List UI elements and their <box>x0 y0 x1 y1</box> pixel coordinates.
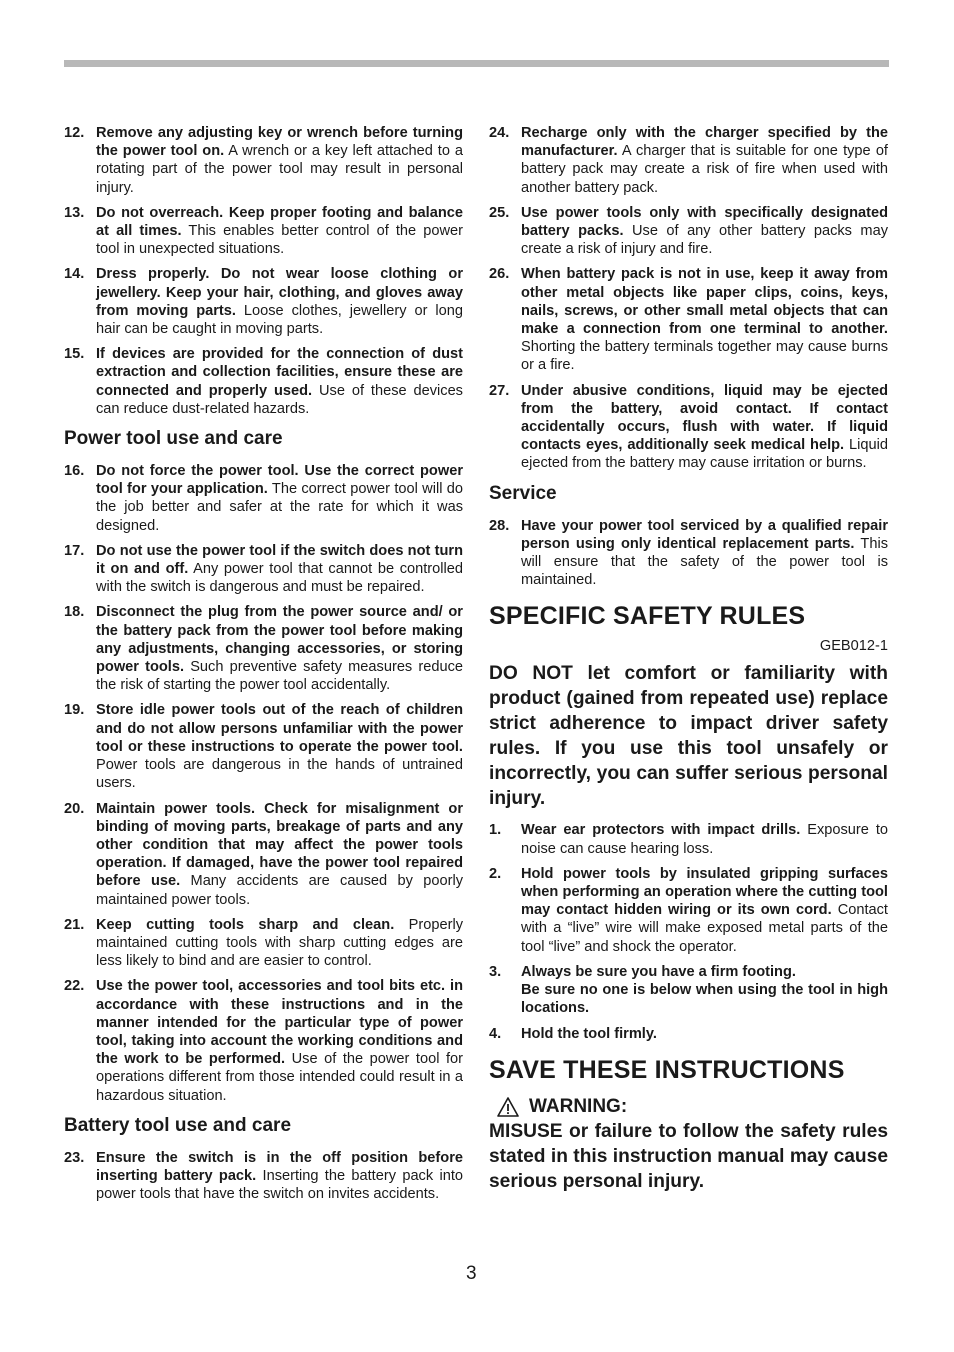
list-item <box>64 977 463 1104</box>
item-bold-text: Store idle power tools out of the reach of children and do not allow persons unfamiliar with the power tool or these instructions to operate the power tool. <box>96 702 463 755</box>
item-number: 21. <box>64 916 85 933</box>
item-number: 13. <box>64 204 85 221</box>
right-column <box>489 124 888 1204</box>
item-bold-text: Dress properly. Do not wear loose clothing or jewellery. Keep your hair, clothing, and gloves away from moving parts. <box>96 266 463 319</box>
item-bold-text: Do not force the power tool. Use the correct power tool for your application. <box>96 463 463 498</box>
list-item <box>64 462 463 535</box>
item-bold-text: Under abusive conditions, liquid may be ejected from the battery, avoid contact. If contact accidentally occurs, flush with water. If liquid contacts eyes, additionally seek medical help. <box>521 382 888 454</box>
item-text <box>521 1025 888 1043</box>
list-item <box>489 382 888 473</box>
list-item <box>489 517 888 590</box>
warning-label: WARNING: <box>529 1095 628 1117</box>
item-number: 1. <box>489 822 502 839</box>
item-bold-text: If devices are provided for the connection of dust extraction and collection facilities, ensure these are connected and properly used. <box>96 346 463 399</box>
item-bold-text: Ensure the switch is in the off position before inserting battery pack. <box>96 1149 463 1184</box>
warning-header <box>489 1095 888 1119</box>
list-item <box>489 963 888 1018</box>
list-item <box>64 701 463 792</box>
item-body-text: Inserting the battery pack into power tools that have the switch on invites accidents. <box>96 1167 463 1203</box>
item-body-text: Shorting the battery terminals together may cause burns or a fire. <box>521 339 888 374</box>
warning-triangle-icon <box>497 1097 519 1117</box>
item-body-text: Any power tool that cannot be controlled with the switch is dangerous and must be repaired. <box>96 561 463 596</box>
warning-text: MISUSE or failure to follow the safety rules stated in this instruction manual may cause serious personal injury. <box>489 1120 888 1192</box>
section-heading-service: Service <box>489 482 557 504</box>
work-area-safety-list <box>64 124 463 418</box>
item-bold-text: When battery pack is not in use, keep it away from other metal objects like paper clips, coins, keys, nails, screws, or other small metal objects that can make a connection from one terminal to another. <box>521 266 888 338</box>
left-column <box>64 124 463 1210</box>
item-body-text: Exposure to noise can cause hearing loss. <box>521 822 888 857</box>
item-bold-text: Remove any adjusting key or wrench before turning the power tool on. <box>96 125 463 160</box>
item-body-text: This enables better control of the power tool in unexpected situations. <box>96 223 463 258</box>
item-number: 3. <box>489 963 502 980</box>
list-item <box>64 1149 463 1204</box>
item-body-text: Many accidents are caused by poorly maintained power tools. <box>96 873 463 908</box>
specific-safety-intro: DO NOT let comfort or familiarity with product (gained from repeated use) replace strict adherence to impact driver safety rules. If you use this tool unsafely or incorrectly, you can suffer serious personal injury. <box>489 663 888 810</box>
item-number: 20. <box>64 800 85 817</box>
item-body-text: Such preventive safety measures reduce the risk of starting the power tool accidentally. <box>96 659 463 694</box>
item-text <box>521 382 888 473</box>
item-body-text: The correct power tool will do the job better and safer at the rate for which it was designed. <box>96 481 463 534</box>
item-bold-text: Maintain power tools. Check for misalignment or binding of moving parts, breakage of parts and any other condition that may affect the power tools operation. If damaged, have the power tool repaired before use. <box>96 800 463 890</box>
item-text <box>96 124 463 197</box>
item-number: 14. <box>64 266 85 283</box>
battery-care-list-continued <box>489 124 888 473</box>
item-bold-text: Be sure no one is below when using the tool in high locations. <box>521 982 888 1017</box>
list-item <box>64 345 463 418</box>
item-text <box>521 821 888 857</box>
item-number: 16. <box>64 463 85 480</box>
item-text <box>96 800 463 909</box>
list-item <box>64 800 463 909</box>
item-bold-text: Recharge only with the charger specified by the manufacturer. <box>521 125 888 160</box>
header-rule <box>64 60 889 67</box>
power-tool-care-list <box>64 462 463 1105</box>
section-heading-save-instructions: SAVE THESE INSTRUCTIONS <box>489 1055 845 1084</box>
list-item <box>489 821 888 857</box>
item-text <box>96 603 463 694</box>
item-bold-text: Hold power tools by insulated gripping surfaces when performing an operation where the cutting tool may contact hidden wiring or its own cord. <box>521 865 888 919</box>
item-number: 28. <box>489 517 510 534</box>
item-text <box>96 701 463 792</box>
item-text <box>521 265 888 374</box>
section-heading-battery: Battery tool use and care <box>64 1114 292 1136</box>
section-heading-specific-safety: SPECIFIC SAFETY RULES <box>489 602 806 631</box>
item-bold-text: Do not overreach. Keep proper footing and balance at all times. <box>96 204 463 240</box>
item-bold-text: Use the power tool, accessories and tool bits etc. in accordance with these instructions and in the manner intended for the particular type of power tool, taking into account the working conditions and the work to be performed. <box>96 978 463 1068</box>
item-body-text: Liquid ejected from the battery may cause irritation or burns. <box>521 437 888 472</box>
document-code: GEB012-1 <box>819 638 888 655</box>
item-number: 25. <box>489 204 510 221</box>
item-number: 15. <box>64 346 85 363</box>
item-bold-text: Always be sure you have a firm footing. <box>521 963 796 980</box>
item-text <box>521 204 888 259</box>
item-number: 19. <box>64 702 85 719</box>
item-bold-text: Keep cutting tools sharp and clean. <box>96 916 395 933</box>
item-number: 17. <box>64 542 85 559</box>
item-bold-text: Use power tools only with specifically designated battery packs. <box>521 204 888 240</box>
item-number: 12. <box>64 125 85 141</box>
section-heading-power-tool: Power tool use and care <box>64 428 283 450</box>
item-text <box>521 963 888 1018</box>
item-bold-text: Disconnect the plug from the power source and/ or the battery pack from the power tool before making any adjustments, changing accessories, or storing power tools. <box>96 604 463 676</box>
item-text <box>96 1149 463 1204</box>
list-item <box>489 1025 888 1043</box>
page-number: 3 <box>466 1263 477 1284</box>
specific-safety-list <box>489 821 888 1042</box>
item-body-text: This will ensure that the safety of the power tool is maintained. <box>521 535 888 589</box>
item-text <box>521 865 888 956</box>
item-body-text: A wrench or a key left attached to a rotating part of the power tool may result in personal injury. <box>96 143 463 196</box>
item-text <box>521 124 888 197</box>
item-body-text: Use of these devices can reduce dust-related hazards. <box>96 382 463 417</box>
service-list <box>489 517 888 590</box>
item-number: 27. <box>489 382 510 399</box>
item-body-text: Contact with a “live” wire will make exposed metal parts of the tool “live” and shock the operator. <box>521 902 888 955</box>
item-body-text: Properly maintained cutting tools with sharp cutting edges are less likely to bind and are easier to control. <box>96 916 463 970</box>
item-number: 22. <box>64 978 85 995</box>
item-bold-text: Do not use the power tool if the switch does not turn it on and off. <box>96 542 463 578</box>
list-item <box>64 124 463 197</box>
item-number: 26. <box>489 266 510 283</box>
item-bold-text: Have your power tool serviced by a qualified repair person using only identical replacement parts. <box>521 517 888 552</box>
item-body-text: Use of the power tool for operations different from those intended could result in a hazardous situation. <box>96 1051 464 1104</box>
item-number: 4. <box>489 1025 502 1042</box>
item-bold-text: Wear ear protectors with impact drills. <box>521 822 801 839</box>
list-item <box>489 265 888 374</box>
item-text <box>96 265 463 338</box>
item-body-text: Power tools are dangerous in the hands of untrained users. <box>96 757 463 792</box>
battery-care-list <box>64 1149 463 1204</box>
list-item <box>64 542 463 597</box>
item-text <box>521 517 888 590</box>
item-number: 2. <box>489 865 502 882</box>
item-body-text: Use of any other battery packs may create a risk of injury and fire. <box>521 223 888 258</box>
list-item <box>64 265 463 338</box>
item-text <box>96 462 463 535</box>
item-number: 23. <box>64 1149 85 1166</box>
item-text <box>96 916 463 971</box>
item-text <box>96 204 463 259</box>
list-item <box>489 865 888 956</box>
item-bold-text: Hold the tool firmly. <box>521 1025 657 1042</box>
item-number: 18. <box>64 604 85 621</box>
item-text <box>96 977 463 1104</box>
list-item <box>489 204 888 259</box>
item-number: 24. <box>489 125 510 141</box>
item-text <box>96 345 463 418</box>
item-body-text: A charger that is suitable for one type of battery pack may create a risk of fire when used with another battery pack. <box>521 143 888 196</box>
item-body-text: Loose clothes, jewellery or long hair can be caught in moving parts. <box>96 302 464 338</box>
item-text <box>96 542 463 597</box>
list-item <box>64 916 463 971</box>
list-item <box>64 603 463 694</box>
list-item <box>489 124 888 197</box>
list-item <box>64 204 463 259</box>
